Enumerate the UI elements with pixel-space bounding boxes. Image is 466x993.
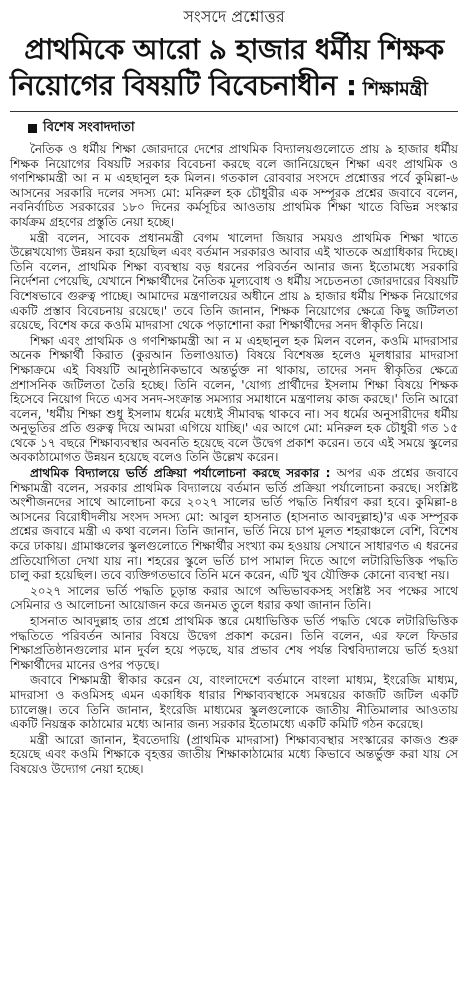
- section-kicker: সংসদে প্রশ্নোত্তর: [183, 7, 285, 26]
- headline-line-2-text: নিয়োগের বিষয়টি বিবেচনাধীন :: [10, 69, 357, 102]
- paragraph-1: নৈতিক ও ধর্মীয় শিক্ষা জোরদারে দেশের প্রাথমিক বিদ্যালয়গুলোতে প্রায় ৯ হাজার ধর্মীয় শিক্ষক নিয়োগের বিষয়টি সরকার বিবেচনা করছে বলে জানিয়েছেন শিক্ষা এবং প্রাথমিক ও গণশিক্ষামন্ত্রী আ ন ম এহছানুল হক মিলন। গতকাল রোববার সংসদে প্রশ্নোত্তর পর্বে কুমিল্লা-৬ আসনের সরকারি দলের সদস্য মো: মনিরুল হক চৌধুরীর এক সম্পূরক প্রশ্নের জবাবে বলেন, নবনির্বাচিত সরকারের ১৮০ দিনের কর্মসূচির আওতায় প্রাথমিক শিক্ষা খাতে বিভিন্ন সংস্কার কার্যক্রম গ্রহণের প্রস্তুতি নেয়া হচ্ছে।: [10, 142, 458, 229]
- divider: [10, 111, 458, 112]
- byline-text: বিশেষ সংবাদদাতা: [43, 120, 135, 135]
- headline-line-1: প্রাথমিকে আরো ৯ হাজার ধর্মীয় শিক্ষক: [24, 33, 444, 66]
- headline-line-2: [10, 68, 458, 107]
- paragraph-6: হাসনাত আবদুল্লাহ তার প্রশ্নে প্রাথমিক স্তরে মেধাভিত্তিক ভর্তি পদ্ধতি থেকে লটারিভিত্তিক পদ্ধতিতে পরিবর্তন আনার বিষয়ে উদ্বেগ প্রকাশ করেন। তিনি বলেন, এর ফলে ফিডার শিক্ষাপ্রতিষ্ঠানগুলোর মান দুর্বল হয়ে পড়ছে, যার প্রভাব শেষ পর্যন্ত বিশ্ববিদ্যালয়ে ভর্তি হওয়া শিক্ষার্থীদের মানের ওপর পড়ছে।: [10, 614, 458, 672]
- paragraph-2: মন্ত্রী বলেন, সাবেক প্রধানমন্ত্রী বেগম খালেদা জিয়ার সময়ও প্রাথমিক শিক্ষা খাতে উল্লেখযোগ্য উন্নয়ন করা হয়েছিল এবং বর্তমান সরকারও আবার এই খাতকে অগ্রাধিকার দিচ্ছে। তিনি বলেন, প্রাথমিক শিক্ষা ব্যবস্থায় বড় ধরনের পরিবর্তন আনার জন্য ইতোমধ্যে সরকারি নির্দেশনা পেয়েছি, যেখানে শিক্ষার্থীদের নৈতিক মূল্যবোধ ও ধর্মীয় সচেতনতা জোরদারের বিষয়টি বিশেষভাবে গুরুত্ব পাচ্ছে। আমাদের মন্ত্রণালয়ের অধীনে প্রায় ৯ হাজার ধর্মীয় শিক্ষক নিয়োগের একটি প্রস্তাব বিবেচনায় রয়েছে।' তবে তিনি জানান, শিক্ষক নিয়োগের ক্ষেত্রে কিছু জটিলতা রয়েছে, বিশেষ করে কওমি মাদরাসা থেকে পড়াশোনা করা শিক্ষার্থীদের সনদ স্বীকৃতি নিয়ে।: [10, 230, 458, 333]
- paragraph-8: মন্ত্রী আরো জানান, ইবতেদায়ি (প্রাথমিক মাদরাসা) শিক্ষাব্যবস্থার সংস্কারের কাজও শুরু হয়েছে এবং কওমি শিক্ষাকে বৃহত্তর জাতীয় শিক্ষাকাঠামোর মধ্যে কিভাবে অন্তর্ভুক্ত করা যায় সে বিষয়েও উদ্যোগ নেয়া হচ্ছে।: [10, 732, 458, 776]
- subheading-admission-review: প্রাথমিক বিদ্যালয়ে ভর্তি প্রক্রিয়া পর্যালোচনা করছে সরকার :: [30, 466, 331, 481]
- square-bullet-icon: [28, 124, 37, 133]
- paragraph-7: জবাবে শিক্ষামন্ত্রী স্বীকার করেন যে, বাংলাদেশে বর্তমানে বাংলা মাধ্যম, ইংরেজি মাধ্যম, মাদরাসা ও কওমিসহ এমন একাধিক ধারার শিক্ষাব্যবস্থাকে সমন্বয়ের কাজটি জটিল একটি চ্যালেঞ্জ। তবে তিনি জানান, ইংরেজি মাধ্যমের স্কুলগুলোকে জাতীয় নীতিমালার আওতায় একটি নিয়ন্ত্রক কাঠামোর মধ্যে আনার জন্য সরকার ইতোমধ্যে একটি কমিটি গঠন করেছে।: [10, 673, 458, 732]
- paragraph-5: ২০২৭ সালের ভর্তি পদ্ধতি চূড়ান্ত করার আগে অভিভাবকসহ সংশ্লিষ্ট সব পক্ষের সাথে সেমিনার ও আলোচনা আয়োজন করে জনমত তুলে ধরার কথা জানান তিনি।: [10, 583, 458, 613]
- byline: [28, 118, 458, 139]
- paragraph-3: শিক্ষা এবং প্রাথমিক ও গণশিক্ষামন্ত্রী আ ন ম এহছানুল হক মিলন বলেন, কওমি মাদরাসার অনেক শিক্ষার্থী কিরাত (কুরআন তিলাওয়াত) বিষয়ে বিশেষজ্ঞ হলেও মূলধারার মাদরাসা শিক্ষাক্রমে এই বিষয়টি আনুষ্ঠানিকভাবে অন্তর্ভুক্ত না থাকায়, তাদের সনদ স্বীকৃতির ক্ষেত্রে প্রশাসনিক জটিলতা তৈরি হচ্ছে। তিনি বলেন, 'যোগ্য প্রার্থীদের ইসলাম শিক্ষা বিষয়ে শিক্ষক হিসেবে নিয়োগ দিতে এসব সনদ-সংক্রান্ত সমস্যার সমাধানে মন্ত্রণালয় কাজ করছে।' তিনি আরো বলেন, 'ধর্মীয় শিক্ষা শুধু ইসলাম ধর্মের মধ্যেই সীমাবদ্ধ থাকবে না। সব ধর্মের অনুসারীদের ধর্মীয় অনুভূতির প্রতি গুরুত্ব দিয়ে আমরা এগিয়ে যাচ্ছি।' এর আগে মো: মনিরুল হক চৌধুরী গত ১৫ থেকে ১৭ বছরে শিক্ষাব্যবস্থার অবনতি হয়েছে বলে উদ্বেগ প্রকাশ করেন। তবে এই সময়ে স্কুলের অবকাঠামোগত উন্নয়ন হয়েছে বলেও তিনি উল্লেখ করেন।: [10, 333, 458, 465]
- paragraph-4: [10, 466, 458, 583]
- headline-source: শিক্ষামন্ত্রী: [362, 78, 428, 100]
- paragraph-4-text: অপর এক প্রশ্নের জবাবে শিক্ষামন্ত্রী বলেন, সরকার প্রাথমিক বিদ্যালয়ে বর্তমান ভর্তি প্রক্রিয়া পর্যালোচনা করছে। সংশ্লিষ্ট অংশীজনদের সাথে আলোচনা করে ২০২৭ সালের ভর্তি পদ্ধতি নির্ধারণ করা হবে। কুমিল্লা-৪ আসনের বিরোধীদলীয় সংসদ সদস্য মো: আবুল হাসনাত (হাসনাত আবদুল্লাহ)'র এক সম্পূরক প্রশ্নের জবাবে মন্ত্রী এ কথা বলেন। তিনি জানান, ভর্তি নিয়ে চাপ মূলত শহরাঞ্চলে বেশি, বিশেষ করে ঢাকায়। গ্রামাঞ্চলের স্কুলগুলোতে শিক্ষার্থীর সংখ্যা কম হওয়ায় সেখানে সাধারণত এ ধরনের প্রতিযোগিতা দেখা যায় না। শহরের স্কুলে ভর্তি চাপ সামাল দিতে আগে লটারিভিত্তিক পদ্ধতি চালু করা হয়েছিল। তবে ব্যক্তিগতভাবে তিনি মনে করেন, এটি খুব যৌক্তিক কোনো ব্যবস্থা নয়।: [10, 466, 458, 583]
